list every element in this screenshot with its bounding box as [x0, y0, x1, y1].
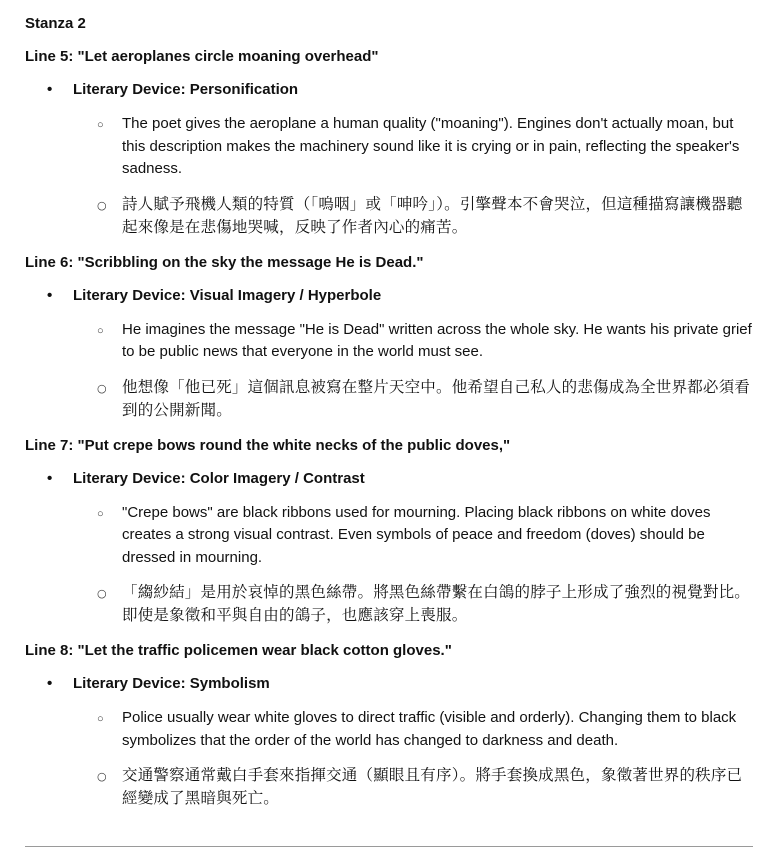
device-label: Literary Device: Color Imagery / Contrast [73, 469, 365, 487]
line-heading: Line 7: "Put crepe bows round the white necks of the public doves," [25, 436, 511, 454]
english-note-text: He imagines the message "He is Dead" written across the whole sky. He wants his private grief to be public news that everyone in the world must see. [122, 320, 752, 360]
document-body [25, 14, 753, 824]
circle-bullet-icon: ○ [97, 507, 104, 520]
circle-bullet-icon: ○ [97, 324, 104, 337]
chinese-note [25, 376, 753, 422]
bullet-icon: • [47, 469, 53, 487]
english-note-text: "Crepe bows" are black ribbons used for mourning. Placing black ribbons on white doves creates a strong visual contrast. Even symbols of peace and freedom (doves) should be dressed in mourning. [122, 503, 711, 566]
chinese-note [25, 764, 753, 810]
bullet-icon: • [47, 81, 53, 98]
chinese-note-text: 交通警察通常戴白手套來指揮交通（顯眼且有序）。將手套換成黑色，象徵著世界的秩序已經變成了黑暗與死亡。 [122, 766, 743, 807]
chinese-note-text: 「縐紗結」是用於哀悼的黑色絲帶。將黑色絲帶繫在白鴿的脖子上形成了強烈的視覺對比。即使是象徵和平與自由的鴿子，也應該穿上喪服。 [122, 583, 751, 624]
line-6-section [25, 253, 753, 422]
device-item [25, 286, 753, 306]
line-8-section [25, 641, 753, 810]
horizontal-divider [25, 846, 753, 847]
circle-bullet-icon: ○ [97, 713, 104, 725]
device-label: Literary Device: Visual Imagery / Hyperbole [73, 286, 382, 304]
chinese-note [25, 193, 753, 239]
device-item [25, 469, 753, 489]
circle-bullet-icon: ○ [97, 198, 107, 212]
circle-bullet-icon: ○ [97, 381, 107, 395]
line-heading: Line 6: "Scribbling on the sky the message He is Dead." [25, 253, 424, 271]
circle-bullet-icon: ○ [97, 587, 107, 600]
circle-bullet-icon: ○ [97, 770, 107, 783]
line-5-section [25, 47, 753, 239]
english-note [25, 319, 753, 364]
circle-bullet-icon: ○ [97, 119, 104, 131]
device-item [25, 80, 753, 100]
stanza-title: Stanza 2 [25, 15, 86, 32]
line-heading: Line 8: "Let the traffic policemen wear black cotton gloves." [25, 642, 452, 659]
device-label: Literary Device: Personification [73, 81, 299, 98]
chinese-note-text: 他想像「他已死」這個訊息被寫在整片天空中。他希望自己私人的悲傷成為全世界都必須看到的公開新聞。 [122, 377, 751, 419]
english-note [25, 707, 753, 752]
device-item [25, 674, 753, 694]
english-note [25, 502, 753, 570]
english-note-text: Police usually wear white gloves to direct traffic (visible and orderly). Changing them to black symbolizes that the order of the world has changed to darkness and death. [122, 709, 737, 749]
line-heading: Line 5: "Let aeroplanes circle moaning overhead" [25, 48, 379, 65]
device-label: Literary Device: Symbolism [73, 675, 270, 692]
chinese-note [25, 581, 753, 627]
line-7-section [25, 436, 753, 628]
bullet-icon: • [47, 675, 53, 692]
bullet-icon: • [47, 286, 53, 304]
english-note [25, 113, 753, 181]
english-note-text: The poet gives the aeroplane a human quality ("moaning"). Engines don't actually moan, but this description makes the machinery sound like it is crying or in pain, reflecting the speaker's sadness. [122, 115, 740, 177]
chinese-note-text: 詩人賦予飛機人類的特質（「嗚咽」或「呻吟」）。引擎聲本不會哭泣，但這種描寫讓機器聽起來像是在悲傷地哭喊，反映了作者內心的痛苦。 [122, 194, 743, 236]
